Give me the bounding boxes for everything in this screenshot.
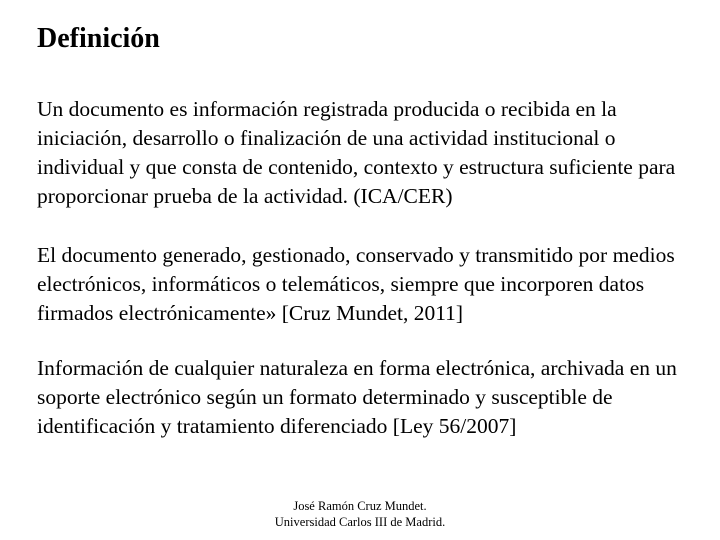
definition-ica-cer: Un documento es información registrada producida o recibida en la iniciación, desarrollo o finalización de una actividad institucional o individual y que consta de contenido, contexto y estructura suficiente para proporcionar prueba de la actividad. (ICA/CER): [37, 97, 676, 208]
slide-title: Definición: [37, 23, 160, 54]
footer-institution: Universidad Carlos III de Madrid.: [274, 515, 446, 529]
footer-author: José Ramón Cruz Mundet.: [293, 499, 427, 513]
definition-ley-56-2007: Información de cualquier naturaleza en forma electrónica, archivada en un soporte electrónico según un formato determinado y susceptible de identificación y tratamiento diferenciado [Ley 56/2007]: [37, 356, 677, 438]
definition-cruz-mundet: El documento generado, gestionado, conservado y transmitido por medios electrónicos, informáticos o telemáticos, siempre que incorporen datos firmados electrónicamente» [Cruz Mundet, 2011]: [37, 243, 675, 325]
slide-footer: [0, 498, 720, 530]
